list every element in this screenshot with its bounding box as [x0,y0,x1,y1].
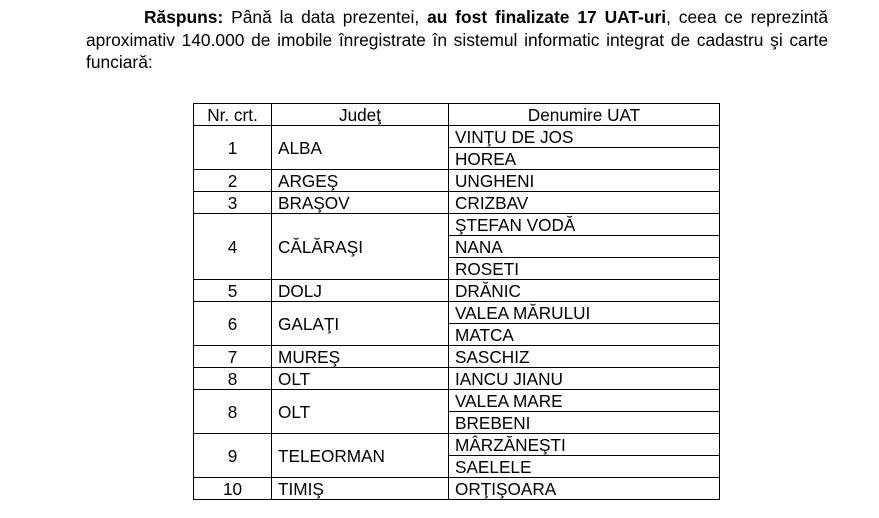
row-number: 4 [194,214,272,280]
uat-name-cell: ORŢIŞOARA [449,478,720,500]
county-cell: DOLJ [272,280,449,302]
answer-highlight: au fost finalizate 17 UAT-uri [427,7,667,27]
uat-name-cell: SASCHIZ [449,346,720,368]
table-header-row [194,104,720,126]
row-number: 6 [194,302,272,346]
row-number: 1 [194,126,272,170]
answer-text-2: , ceea ce reprezintă aproximativ 140.000 de imobile înregistrate în sistemul informatic integrat de cadastru şi carte funciară: [86,7,828,72]
county-cell: ARGEŞ [272,170,449,192]
uat-name-cell: IANCU JIANU [449,368,720,390]
county-cell: GALAŢI [272,302,449,346]
county-cell: CĂLĂRAŞI [272,214,449,280]
uat-name-cell: MATCA [449,324,720,346]
uat-name-cell: CRIZBAV [449,192,720,214]
table-row [194,302,720,324]
county-cell: BRAŞOV [272,192,449,214]
uat-name-cell: UNGHENI [449,170,720,192]
county-cell: TELEORMAN [272,434,449,478]
table-row [194,126,720,148]
row-number: 10 [194,478,272,500]
uat-name-cell: SAELELE [449,456,720,478]
table-row [194,478,720,500]
row-number: 8 [194,390,272,434]
table-body [194,126,720,500]
table-row [194,346,720,368]
county-cell: ALBA [272,126,449,170]
table-row [194,434,720,456]
row-number: 3 [194,192,272,214]
uat-name-cell: VINŢU DE JOS [449,126,720,148]
uat-name-cell: DRĂNIC [449,280,720,302]
uat-name-cell: VALEA MĂRULUI [449,302,720,324]
header-nr: Nr. crt. [194,104,272,126]
header-uat: Denumire UAT [449,104,720,126]
header-judet: Judeţ [272,104,449,126]
uat-name-cell: ŞTEFAN VODĂ [449,214,720,236]
table-row [194,192,720,214]
county-cell: MUREŞ [272,346,449,368]
uat-name-cell: VALEA MARE [449,390,720,412]
row-number: 8 [194,368,272,390]
uat-name-cell: NANA [449,236,720,258]
county-cell: OLT [272,368,449,390]
uat-name-cell: HOREA [449,148,720,170]
answer-text-1: Până la data prezentei, [223,7,428,27]
table-row [194,368,720,390]
answer-label: Răspuns: [144,7,224,27]
table-row [194,390,720,412]
table-row [194,214,720,236]
county-cell: TIMIŞ [272,478,449,500]
uat-name-cell: ROSETI [449,258,720,280]
county-cell: OLT [272,390,449,434]
uat-name-cell: MÂRZĂNEŞTI [449,434,720,456]
table-row [194,170,720,192]
answer-paragraph [86,6,828,74]
row-number: 2 [194,170,272,192]
row-number: 9 [194,434,272,478]
uat-name-cell: BREBENI [449,412,720,434]
row-number: 7 [194,346,272,368]
uat-table [193,103,720,500]
table-row [194,280,720,302]
row-number: 5 [194,280,272,302]
